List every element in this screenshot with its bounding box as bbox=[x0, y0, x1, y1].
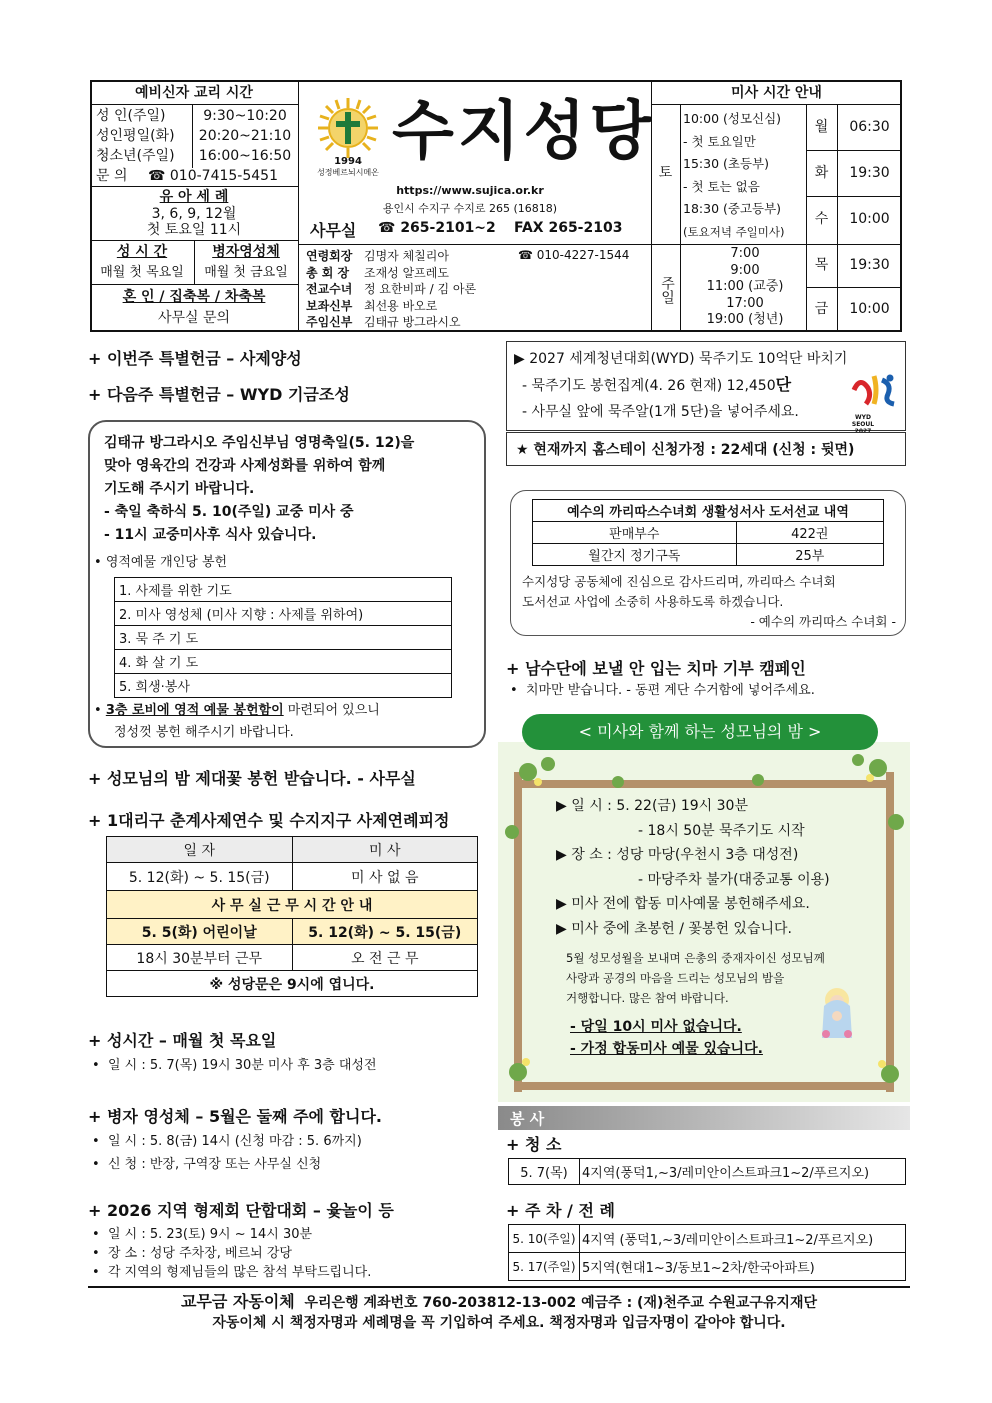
infant-baptism-day: 첫 토요일 11시 bbox=[146, 222, 242, 238]
brothers-section: + 2026 지역 형제회 단합대회 – 윷놀이 등 bbox=[88, 1201, 394, 1220]
wyd-logo-icon bbox=[848, 370, 900, 410]
logo-year: 1994 bbox=[334, 156, 362, 167]
list-item: 5. 희생·봉사 bbox=[115, 674, 452, 698]
table-cell: 오 전 근 무 bbox=[292, 945, 478, 971]
footer-title: 교무금 자동이체 bbox=[180, 1292, 295, 1311]
sunday-label: 주일 bbox=[659, 276, 675, 304]
logo-caption: 성정베르뇌시메온 bbox=[317, 168, 379, 177]
offering-list bbox=[114, 577, 452, 698]
book-mission-table bbox=[532, 499, 884, 566]
sunday-times: 7:00 9:00 11:00 (교중) 17:00 19:00 (청년) bbox=[706, 246, 784, 327]
cleaning-table bbox=[508, 1158, 906, 1185]
feast-text: 김태규 방그라시오 주임신부님 영명축일(5. 12)을 맞아 영육간의 건강과 사제성화를 위하여 함께 기도해 주시기 바랍니다. - 축일 축하식 5. 10(주일) 교중 미사 중 - 11시 교중미사후 식사 있습니다. bbox=[104, 435, 415, 543]
retreat-title: + 1대리구 춘계사제연수 및 수지지구 사제연례피정 bbox=[88, 811, 450, 830]
catechism-time: 16:00~16:50 bbox=[198, 148, 292, 164]
brothers-line: • 장 소 : 성당 주차장, 베르뇌 강당 bbox=[92, 1246, 292, 1261]
mary-night-banner: < 미사와 함께 하는 성모님의 밤 > bbox=[522, 714, 878, 750]
catechism-label: 성 인(주일) bbox=[96, 108, 166, 124]
sick-communion-title: 병자영성체 bbox=[212, 244, 280, 260]
weekday-time: 10:00 bbox=[849, 211, 890, 227]
offering-note: • 3층 로비에 영적 예물 봉헌함이 마련되어 있으니 bbox=[94, 703, 380, 718]
infant-baptism-title: 유 아 세 례 bbox=[159, 189, 229, 205]
book-mission-sign: - 예수의 까리따스 수녀회 - bbox=[750, 614, 896, 629]
table-header: 예수의 까리따스수녀회 생활성서사 도서선교 내역 bbox=[533, 500, 884, 522]
divider bbox=[651, 104, 902, 105]
staff-row: 총 회 장 조재성 알프레도 bbox=[306, 265, 449, 280]
offering-bullet: • 영적예물 개인당 봉헌 bbox=[94, 555, 228, 570]
catechism-title: 예비신자 교리 시간 bbox=[135, 85, 253, 101]
table-cell: 5지역(현대1~3/동보1~2차/한국아파트) bbox=[580, 1253, 906, 1281]
service-header-bar bbox=[498, 1106, 910, 1130]
divider bbox=[806, 287, 902, 288]
sun-cross-icon bbox=[316, 96, 380, 160]
weekday-label: 금 bbox=[814, 301, 829, 317]
catechism-time: 9:30~10:20 bbox=[203, 108, 287, 124]
table-cell: 미 사 없 음 bbox=[292, 863, 478, 891]
list-item: 2. 미사 영성체 (미사 지향 : 사제를 위하여) bbox=[115, 602, 452, 626]
table-header: 5. 12(화) ~ 5. 15(금) bbox=[292, 919, 478, 945]
divider bbox=[298, 244, 651, 245]
office-label: 사무실 bbox=[310, 221, 357, 240]
holy-hour-title: 성 시 간 bbox=[116, 244, 168, 260]
staff-phone: ☎ 010-4227-1544 bbox=[518, 248, 630, 262]
special-offering-next-week: + 다음주 특별헌금 – WYD 기금조성 bbox=[88, 385, 350, 404]
mass-title: 미사 시간 안내 bbox=[731, 85, 822, 101]
mary-night-paragraph: 5월 성모성월을 보내며 은총의 중재자이신 성모님께 사랑과 공경의 마음을 드리는 성모님의 밤을 거행합니다. 많은 참여 바랍니다. bbox=[566, 951, 825, 1005]
cleaning-title: + 청 소 bbox=[506, 1135, 562, 1154]
table-cell: ※ 성당문은 9시에 엽니다. bbox=[107, 971, 478, 997]
contact-label: 문 의 bbox=[96, 168, 128, 184]
saturday-times: 10:00 (성모신심) - 첫 토요일만 15:30 (초등부) - 첫 토는 없음 18:30 (중고등부) (토요저녁 주일미사) bbox=[683, 111, 785, 239]
offering-note-2: 정성껏 봉헌 해주시기 바랍니다. bbox=[114, 725, 294, 740]
book-mission-text: 수지성당 공동체에 진심으로 감사드리며, 까리따스 수녀회 도서선교 사업에 소중히 사용하도록 하겠습니다. bbox=[522, 574, 836, 609]
address: 용인시 수지구 수지로 265 (16818) bbox=[382, 202, 558, 215]
divider bbox=[298, 80, 299, 332]
weekday-label: 월 bbox=[814, 119, 829, 135]
list-item: 3. 묵 주 기 도 bbox=[115, 626, 452, 650]
brothers-line: • 일 시 : 5. 23(토) 9시 ~ 14시 30분 bbox=[92, 1227, 313, 1242]
parking-table bbox=[508, 1224, 906, 1281]
table-cell: 422권 bbox=[736, 522, 883, 544]
table-header: 사 무 실 근 무 시 간 안 내 bbox=[107, 891, 478, 919]
divider bbox=[806, 150, 902, 151]
table-cell: 5. 10(주일) bbox=[509, 1225, 580, 1253]
sick-communion-section: + 병자 영성체 – 5월은 둘째 주에 합니다. bbox=[88, 1107, 382, 1126]
retreat-table bbox=[106, 836, 478, 997]
table-header: 일 자 bbox=[107, 837, 293, 863]
table-cell: 5. 12(화) ~ 5. 15(금) bbox=[107, 863, 293, 891]
contact-phone: ☎ 010-7415-5451 bbox=[148, 168, 278, 184]
website-link[interactable]: https://www.sujica.or.kr bbox=[396, 184, 544, 197]
parish-logo bbox=[316, 96, 380, 160]
sick-line: • 신 청 : 반장, 구역장 또는 사무실 신청 bbox=[92, 1157, 322, 1172]
homestay-text: ★ 현재까지 홈스테이 신청가정 : 22세대 (신청 : 뒷면) bbox=[516, 442, 855, 458]
sick-line: • 일 시 : 5. 8(금) 14시 (신청 마감 : 5. 6까지) bbox=[92, 1134, 362, 1149]
mary-icon bbox=[812, 986, 862, 1042]
office-phone: ☎ 265-2101~2 bbox=[378, 220, 496, 236]
divider bbox=[90, 284, 298, 285]
table-header: 5. 5(화) 어린이날 bbox=[107, 919, 293, 945]
weekday-time: 19:30 bbox=[849, 257, 890, 273]
mary-night-details: ▶ 일 시 : 5. 22(금) 19시 30분 - 18시 50분 묵주기도 시작 ▶ 장 소 : 성당 마당(우천시 3층 대성전) - 마당주차 불가(대중교통 이용) ▶ 미사 전에 합동 미사예물 봉헌해주세요. ▶ 미사 중에 초봉헌 / 꽃봉헌 있습니다. bbox=[556, 798, 830, 937]
divider bbox=[90, 104, 298, 105]
brothers-line: • 각 지역의 형제님들의 많은 참석 부탁드립니다. bbox=[92, 1265, 372, 1280]
office-fax: FAX 265-2103 bbox=[514, 220, 623, 236]
staff-row: 연령회장 김명자 체칠리아 bbox=[306, 249, 449, 263]
saturday-label: 토 bbox=[658, 165, 673, 181]
staff-list bbox=[306, 248, 476, 331]
skirt-campaign-title: + 남수단에 보낼 안 입는 치마 기부 캠페인 bbox=[506, 659, 806, 678]
table-cell: 월간지 정기구독 bbox=[533, 544, 737, 566]
parish-name: 수지성당 bbox=[392, 95, 656, 169]
holy-hour-section: + 성시간 – 매월 첫 목요일 bbox=[88, 1031, 277, 1050]
footer-account: 우리은행 계좌번호 760-203812-13-002 예금주 : (재)천주교 수원교구유지재단 bbox=[304, 1295, 817, 1311]
skirt-campaign-line: • 치마만 받습니다. - 동편 계단 수거함에 넣어주세요. bbox=[510, 683, 815, 698]
wyd-logo-text: WYD SEOUL 2027 bbox=[851, 414, 875, 435]
wyd-text: ▶ 2027 세계청년대회(WYD) 묵주기도 10억단 바치기 - 묵주기도 봉헌집계(4. 26 현재) 12,450단 - 사무실 앞에 묵주알(1개 5단)을 넣어주세요. bbox=[514, 351, 848, 420]
table-cell: 판매부수 bbox=[533, 522, 737, 544]
table-cell: 5. 17(주일) bbox=[509, 1253, 580, 1281]
weekday-time: 10:00 bbox=[849, 301, 890, 317]
holy-hour-value: 매월 첫 목요일 bbox=[100, 265, 184, 280]
divider bbox=[90, 186, 298, 187]
wyd-logo bbox=[848, 370, 900, 435]
table-cell: 18시 30분부터 근무 bbox=[107, 945, 293, 971]
weekday-time: 19:30 bbox=[849, 165, 890, 181]
footer-note: 자동이체 시 책정자명과 세례명을 꼭 기입하여 주세요. 책정자명과 입금자명이 같아야 합니다. bbox=[212, 1315, 786, 1331]
mary-image bbox=[812, 986, 862, 1042]
staff-row: 전교수녀 정 요한비파 / 김 아론 bbox=[306, 282, 477, 296]
wedding-title: 혼 인 / 집축복 / 차축복 bbox=[122, 289, 266, 305]
catechism-label: 청소년(주일) bbox=[96, 148, 175, 164]
table-cell: 5. 7(목) bbox=[509, 1159, 580, 1185]
weekday-label: 목 bbox=[814, 257, 829, 273]
table-cell: 4지역(풍덕1,~3/레미안이스트파크1~2/푸르지오) bbox=[580, 1159, 906, 1185]
weekday-time: 06:30 bbox=[849, 119, 890, 135]
footer bbox=[88, 1292, 910, 1333]
staff-row: 주임신부 김태규 방그라시오 bbox=[306, 315, 461, 329]
table-header: 미 사 bbox=[292, 837, 478, 863]
parking-title: + 주 차 / 전 례 bbox=[506, 1201, 615, 1220]
wedding-value: 사무실 문의 bbox=[157, 310, 231, 326]
sick-communion-value: 매월 첫 금요일 bbox=[204, 265, 288, 280]
footer-divider bbox=[88, 1286, 910, 1288]
divider bbox=[806, 196, 902, 197]
table-cell: 25부 bbox=[736, 544, 883, 566]
weekday-label: 수 bbox=[814, 211, 829, 227]
service-header: 봉 사 bbox=[510, 1110, 545, 1128]
list-item: 4. 화 살 기 도 bbox=[115, 650, 452, 674]
divider bbox=[680, 104, 681, 332]
mary-night-notes: - 당일 10시 미사 없습니다. - 가정 합동미사 예물 있습니다. bbox=[570, 1019, 763, 1057]
catechism-label: 성인평일(화) bbox=[96, 128, 175, 144]
weekday-label: 화 bbox=[814, 165, 829, 181]
staff-row: 보좌신부 최선용 바오로 bbox=[306, 298, 438, 313]
table-cell: 4지역 (풍덕1,~3/레미안이스트파크1~2/푸르지오) bbox=[580, 1225, 906, 1253]
divider bbox=[651, 244, 902, 245]
infant-baptism-months: 3, 6, 9, 12월 bbox=[151, 206, 237, 222]
holy-hour-line: • 일 시 : 5. 7(목) 19시 30분 미사 후 3층 대성전 bbox=[92, 1058, 377, 1073]
flower-notice: + 성모님의 밤 제대꽃 봉헌 받습니다. - 사무실 bbox=[88, 769, 416, 788]
catechism-time: 20:20~21:10 bbox=[198, 128, 292, 144]
list-item: 1. 사제를 위한 기도 bbox=[115, 578, 452, 602]
special-offering-this-week: + 이번주 특별헌금 – 사제양성 bbox=[88, 349, 302, 368]
